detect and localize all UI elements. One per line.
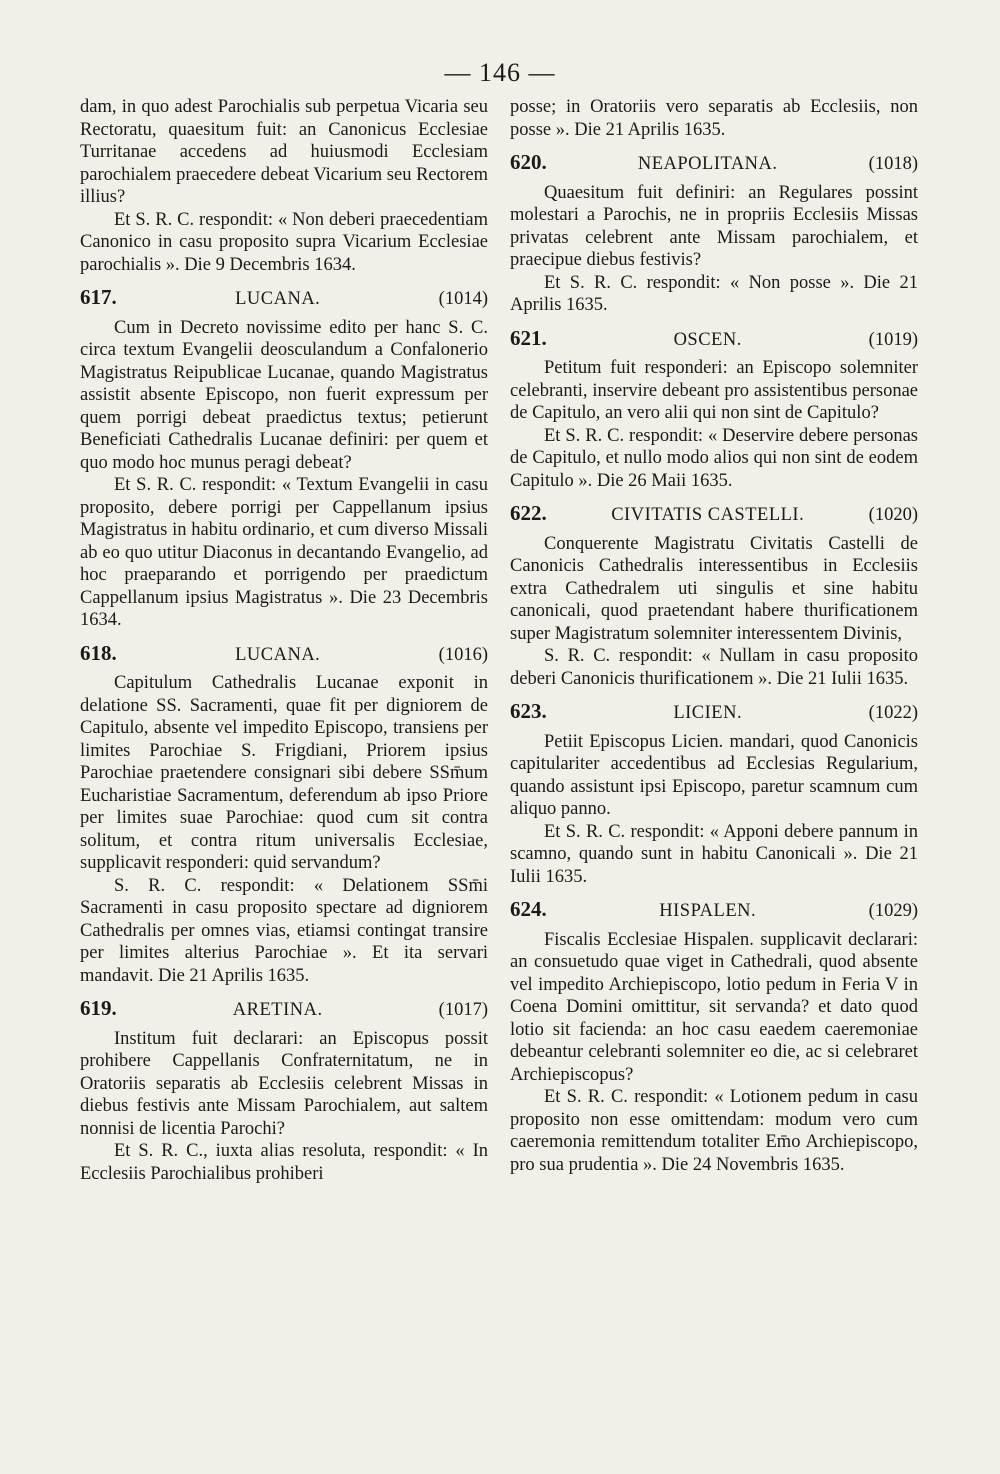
decree-reference: (1017) — [438, 1000, 488, 1020]
decree-reference: (1029) — [868, 901, 918, 921]
decree-title: LICIEN. — [673, 703, 743, 723]
decree-heading-622 — [510, 502, 918, 527]
decree-reference: (1020) — [868, 505, 918, 525]
decree-heading-618 — [80, 642, 488, 667]
decree-heading-624 — [510, 898, 918, 923]
decree-number: 617. — [80, 285, 117, 309]
decree-reference: (1018) — [868, 154, 918, 174]
decree-reference: (1014) — [438, 289, 488, 309]
decree-number: 620. — [510, 150, 547, 174]
decree-title: CIVITATIS CASTELLI. — [611, 505, 805, 525]
decree-text-618: Capitulum Cathedralis Lucanae exponit in delatione SS. Sacramenti, quae fit per digniorem de Capitulo, absente vel impedito Episcopo, transiens per limites Parochiae S. Frigdiani, Priorem ipsius Parochiae praetendere consignari sibi debere SSm̄um Eucharistiae Sacramentum, deferendum ab ipso Priore per limites suae Parochiae: quod cum sit contra solitum, et contra ritum universalis Ecclesiae, supplicavit responderi: quid servandum? — [80, 673, 488, 873]
decree-text-620: Quaesitum fuit definiri: an Regulares possint molestari a Parochis, ne in propriis Ecclesiis Missas privatas celebrent ante Missam parochialem, et praecipue diebus festivis? — [510, 182, 918, 270]
decree-text-623: Petiit Episcopus Licien. mandari, quod Canonicis capitulariter accedentibus ad Ecclesias Regularium, quando assistunt ipsi Episcopo, paretur scamnum cum aliquo panno. — [510, 731, 918, 819]
decree-answer-617: Et S. R. C. respondit: « Textum Evangelii in casu proposito, debere porrigi per Cappellanum ipsius Magistratus in habitu ordinario, et cum diverso Missali ab eo quo utitur Diaconus in decantando Evangelio, ad hoc praeparando et porrigendo per praedictum Cappellanum ipsius Magistratus ». Die 23 Decembris 1634. — [80, 475, 488, 630]
decree-heading-619 — [80, 997, 488, 1022]
continuation-paragraph: posse; in Oratoriis vero separatis ab Ecclesiis, non posse ». Die 21 Aprilis 1635. — [510, 97, 918, 140]
decree-answer-622: S. R. C. respondit: « Nullam in casu proposito deberi Canonicis thurificationem ». Die 21 Iulii 1635. — [510, 646, 918, 689]
decree-text-622: Conquerente Magistratu Civitatis Castelli de Canonicis Cathedralis interessentibus in Ecclesiis extra Cathedralem uti singulis et sine habitu canonicali, quod praetendant habere thurificationem super Magistratum solemniter interessentem Divinis, — [510, 533, 918, 644]
decree-text-621: Petitum fuit responderi: an Episcopo solemniter celebranti, inservire debeant pro assistentibus personae de Capitulo, an vero alii qui non sint de Capitulo? — [510, 358, 918, 423]
decree-text-624: Fiscalis Ecclesiae Hispalen. supplicavit declarari: an consuetudo quae viget in Cathedrali, quod absente vel impedito Archiepiscopo, lotio pedum in Feria V in Coena Domini omittitur, sit servanda? et dato quod lotio sit facienda: an hoc casu eaedem caeremoniae debeantur celebranti solemniter eo die, ac si celebraret Archiepiscopus? — [510, 929, 918, 1085]
decree-title: HISPALEN. — [659, 901, 757, 921]
decree-title: LUCANA. — [235, 644, 321, 665]
decree-text-617: Cum in Decreto novissime edito per hanc S. C. circa textum Evangelii deosculandum a Confalonerio Magistratus Reipublicae Lucanae, quando Magistratus assistit absente Episcopo, non fuerit expressum per quem porrigi debeat praedictus textus; petierunt Beneficiati Cathedralis Lucanae definiri: per quem et quo modo hoc munus peragi debeat? — [80, 317, 488, 473]
decree-text-619: Institum fuit declarari: an Episcopus possit prohibere Cappellanis Confraternitatum, ne in Oratoriis separatis ab Ecclesiis celebrent Missas in diebus festivis ante Missam Parochialem, aut saltem nonnisi de licentia Parochi? — [80, 1028, 488, 1139]
decree-answer-619: Et S. R. C., iuxta alias resoluta, respondit: « In Ecclesiis Parochialibus prohiberi — [80, 1141, 488, 1184]
decree-answer-618: S. R. C. respondit: « Delationem SSm̄i Sacramenti in casu proposito spectare ad digniorem Cathedralis per omnes vias, etiamsi contingat transire per limites alterius Parochiae ». Et ita servari mandavit. Die 21 Aprilis 1635. — [80, 875, 488, 986]
decree-number: 623. — [510, 699, 547, 723]
decree-answer-623: Et S. R. C. respondit: « Apponi debere pannum in scamno, quando sunt in habitu Canonicali ». Die 21 Iulii 1635. — [510, 821, 918, 887]
decree-title: ARETINA. — [232, 1000, 323, 1020]
right-column — [510, 96, 918, 1176]
decree-reference: (1022) — [868, 703, 918, 723]
continuation-answer: Et S. R. C. respondit: « Non deberi praecedentiam Canonico in casu proposito supra Vicarium Ecclesiae parochialis ». Die 9 Decembris 1634. — [80, 209, 488, 275]
decree-reference: (1016) — [438, 644, 488, 665]
decree-answer-624: Et S. R. C. respondit: « Lotionem pedum in casu proposito non esse omittendam: modum vero cum caeremonia remittendum totaliter Em̄o Archiepiscopo, pro sua prudentia ». Die 24 Novembris 1635. — [510, 1087, 918, 1175]
decree-heading-621 — [510, 327, 918, 352]
decree-answer-620: Et S. R. C. respondit: « Non posse ». Die 21 Aprilis 1635. — [510, 272, 918, 315]
decree-heading-620 — [510, 151, 918, 176]
decree-heading-623 — [510, 700, 918, 725]
decree-title: NEAPOLITANA. — [637, 154, 778, 174]
decree-title: LUCANA. — [235, 289, 321, 309]
decree-reference: (1019) — [868, 329, 918, 350]
decree-answer-621: Et S. R. C. respondit: « Deservire debere personas de Capitulo, et nullo modo alios qui non sint de eodem Capitulo ». Die 26 Maii 1635. — [510, 425, 918, 491]
decree-number: 621. — [510, 325, 547, 350]
decree-number: 622. — [510, 501, 547, 525]
decree-title: OSCEN. — [673, 329, 742, 350]
decree-number: 624. — [510, 897, 547, 921]
left-column — [80, 96, 488, 1185]
decree-number: 618. — [80, 640, 117, 665]
continuation-paragraph: dam, in quo adest Parochialis sub perpetua Vicaria seu Rectoratu, quaesitum fuit: an Canonicus Ecclesiae Turritanae accedens ad huiusmodi Ecclesiam parochialem praecedere debeat Vicarium seu Rectorem illius? — [80, 97, 488, 207]
decree-number: 619. — [80, 996, 117, 1020]
decree-heading-617 — [80, 286, 488, 311]
page-number: — 146 — — [444, 58, 556, 87]
